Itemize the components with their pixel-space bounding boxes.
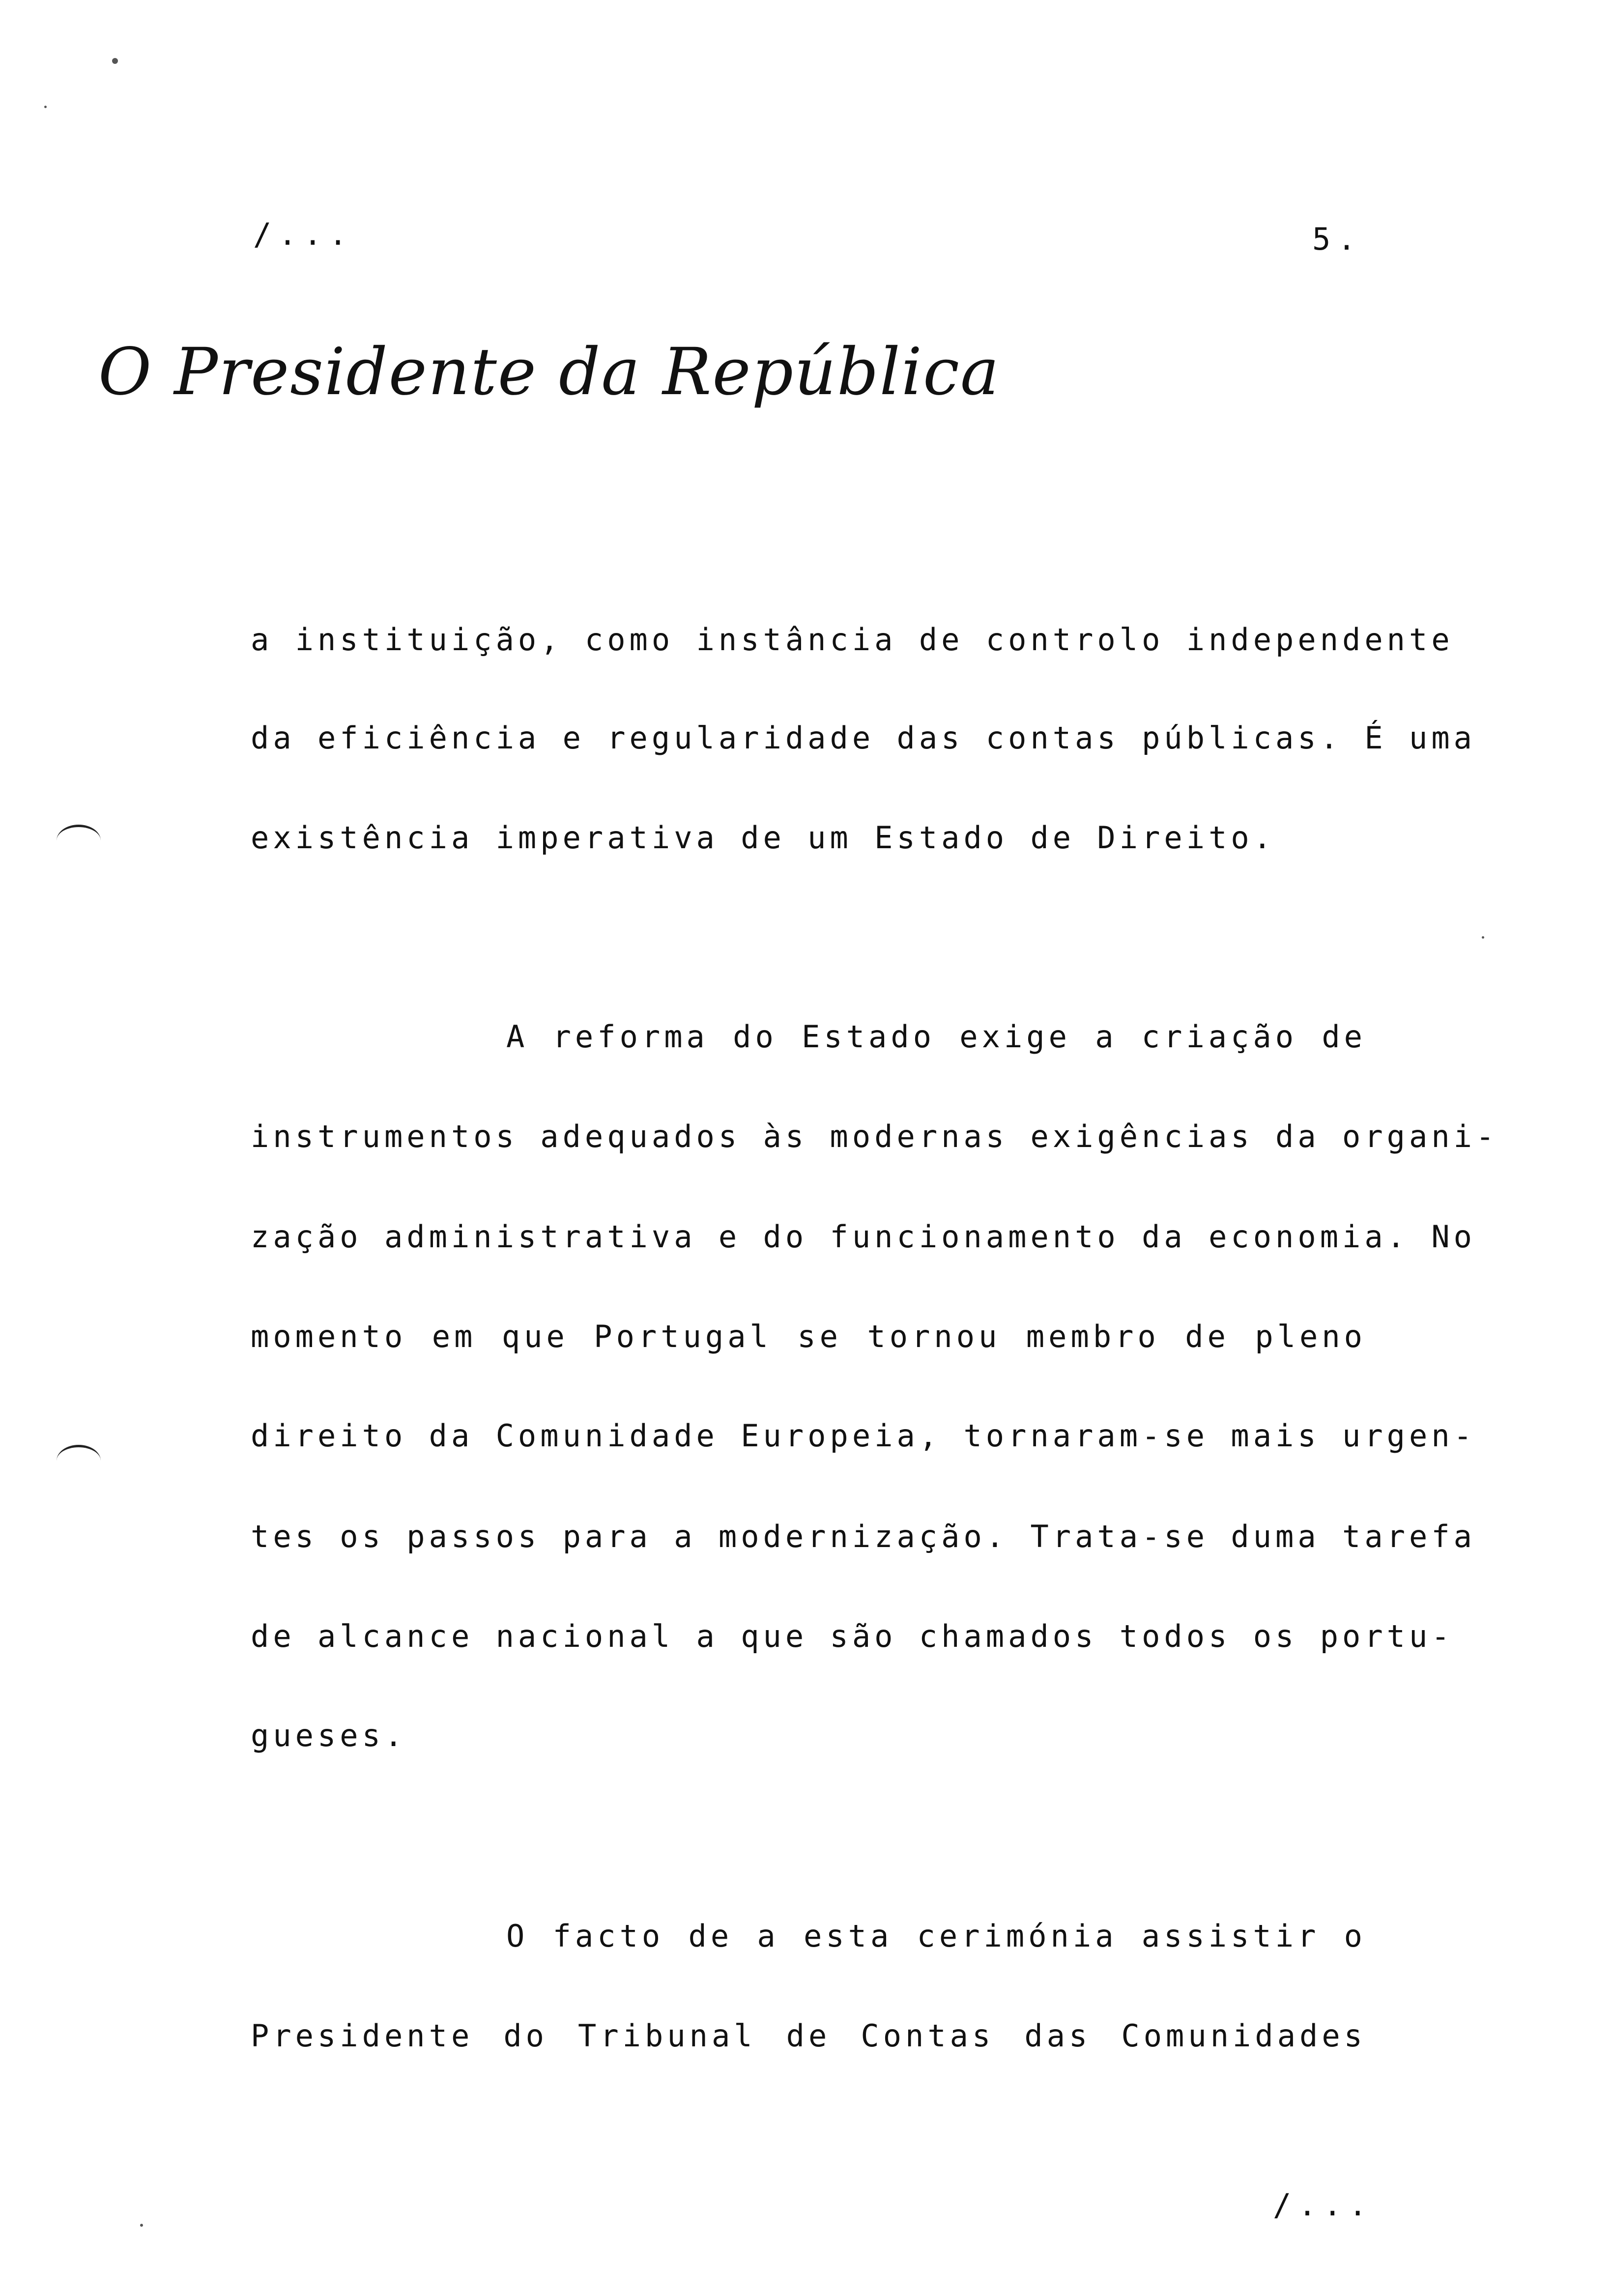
text-line: zação administrativa e do funcionamento da economia. No [251, 1219, 1476, 1255]
scan-speck [112, 58, 118, 64]
margin-mark [57, 825, 101, 857]
text-line: momento em que Portugal se tornou membro de pleno [251, 1319, 1366, 1354]
text-line: existência imperativa de um Estado de Direito. [251, 820, 1276, 856]
header-continuation-mark: /... [253, 216, 354, 252]
scan-speck [140, 2224, 143, 2227]
scan-speck [1482, 936, 1484, 939]
margin-mark [57, 1445, 101, 1477]
text-line: direito da Comunidade Europeia, tornaram-se mais urgen- [251, 1418, 1476, 1454]
page-number: 5. [1312, 221, 1363, 257]
text-line: A reforma do Estado exige a criação de [506, 1019, 1366, 1055]
text-line: de alcance nacional a que são chamados todos os portu- [251, 1618, 1454, 1654]
letterhead: O Presidente da República [98, 334, 1000, 410]
text-line: tes os passos para a modernização. Trata-se duma tarefa [251, 1519, 1476, 1554]
text-line: O facto de a esta cerimónia assistir o [506, 1918, 1366, 1954]
text-line: gueses. [251, 1718, 407, 1753]
scan-speck [44, 106, 47, 108]
text-line: instrumentos adequados às modernas exigências da organi- [251, 1119, 1498, 1154]
text-line: da eficiência e regularidade das contas públicas. É uma [251, 720, 1476, 756]
text-line: Presidente do Tribunal de Contas das Comunidades [251, 2018, 1366, 2054]
footer-continuation-mark: /... [1273, 2187, 1374, 2223]
text-line: a instituição, como instância de controlo independente [251, 622, 1454, 658]
